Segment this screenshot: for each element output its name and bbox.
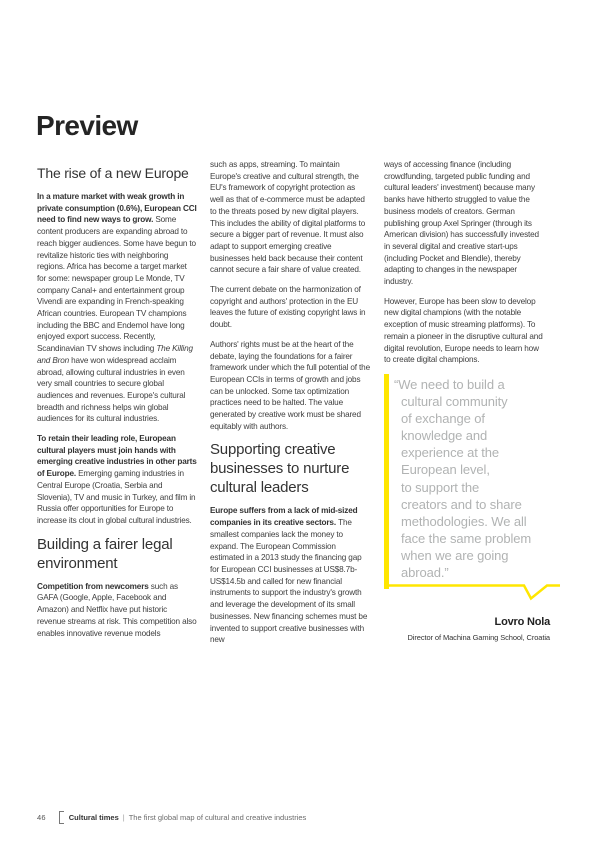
column-middle xyxy=(210,159,370,654)
section-heading-rise-of-new-europe: The rise of a new Europe xyxy=(37,165,189,181)
paragraph: ways of accessing finance (including crowdfunding, targeted public funding and cultural leaders' investment) because many banks have hitherto struggled to value the business models of creators. German publishing group Axel Springer (through its American division) has successfully invested in several digital and creative start-ups (including Pocket and Blendle), thereby adapting to changes in the newspaper industry. xyxy=(384,160,539,287)
pull-quote xyxy=(384,374,561,601)
footer-report-title: Cultural times xyxy=(68,813,119,822)
paragraph: Authors' rights must be at the heart of the debate, laying the foundations for a fairer framework under which the full potential of the European CCIs in terms of growth and jobs can be unlocked. Some tax optimization practices need to be halted. The value generated by creative work must be shared equitably with authors. xyxy=(210,339,370,431)
paragraph: In a mature market with weak growth in private consumption (0.6%), European CCI need to find new ways to grow. Some content producers are expanding abroad to reach bigger audiences. Some have begun to revitalize historic ties with neighboring regions. Africa has become a target market for some: newspaper group Le Monde, TV company Canal+ and entertainment group Vivendi are expanding in French-speaking African countries. European TV champions including the BBC and Endemol have long enjoyed export success. Recently, Scandinavian TV shows including The Killing and Bron have won widespread acclaim abroad, allowing cultural industries in even very small countries to secure global audiences and revenues. Europe's cultural breadth and richness helps win global audiences for its cultural industries. xyxy=(37,192,197,424)
page-footer xyxy=(37,811,306,824)
quote-underline-tail-decoration xyxy=(384,584,562,601)
column-left xyxy=(37,165,197,647)
column-right xyxy=(384,159,550,643)
quote-author: Lovro Nola xyxy=(494,616,550,629)
paragraph: Competition from newcomers such as GAFA (Google, Apple, Facebook and Amazon) and Netflix have put historic revenue streams at risk. This competition also enables innovative revenue models xyxy=(37,581,197,638)
quote-accent-bar xyxy=(384,374,389,589)
quote-text: “We need to build a cultural community of exchange of knowledge and experience at the European level, to support the creators and to share methodologies. We all face the same problem when we are going abroad.” xyxy=(394,376,532,580)
footer-separator: | xyxy=(122,813,125,822)
footer-report-subtitle: The first global map of cultural and creative industries xyxy=(128,813,307,822)
section-heading-supporting-creative-businesses: Supporting creative businesses to nurture cultural leaders xyxy=(210,441,350,497)
paragraph: However, Europe has been slow to develop new digital champions (with the notable exception of music streaming platforms). To remain a pioneer in the disruptive cultural and digital revolution, Europe needs to learn how to create digital champions. xyxy=(384,296,543,365)
paragraph: such as apps, streaming. To maintain Europe's creative and cultural strength, the EU's framework of copyright protection as well as that of e-commerce must be adapted to the threats posed by new digital players. This includes the ability of digital platforms to secure a bigger part of revenue. It must also adapt to support emerging creative businesses held back because their content cannot secure a fair share of value created. xyxy=(210,160,366,275)
quote-author-role: Director of Machina Gaming School, Croatia xyxy=(407,632,550,642)
page-title: Preview xyxy=(36,110,138,141)
section-heading-fairer-legal-environment: Building a fairer legal environment xyxy=(37,535,173,572)
footer-bracket-decoration xyxy=(59,811,64,824)
quote-attribution xyxy=(384,617,550,643)
page-number: 46 xyxy=(37,813,46,822)
paragraph: The current debate on the harmonization of copyright and authors' protection in the EU leaves the future of existing copyright laws in doubt. xyxy=(210,285,366,330)
paragraph: To retain their leading role, European cultural players must join hands with emerging creative industries in other parts of Europe. Emerging gaming industries in Central Europe (Croatia, Serbia and Slovenia), TV and music in Turkey, and film in Russia offer opportunities for Europe to increase its clout in global cultural industries. xyxy=(37,434,197,525)
paragraph: Europe suffers from a lack of mid-sized companies in its creative sectors. The smallest companies lack the money to expand. The European Commission estimated in a 2013 study the financing gap for European CCI businesses at US$8.7b-US$14.5b and called for new financial instruments to support the industry's growth and leverage the development of its small businesses. New financing schemes must be invented to support creative businesses with new xyxy=(210,506,368,645)
